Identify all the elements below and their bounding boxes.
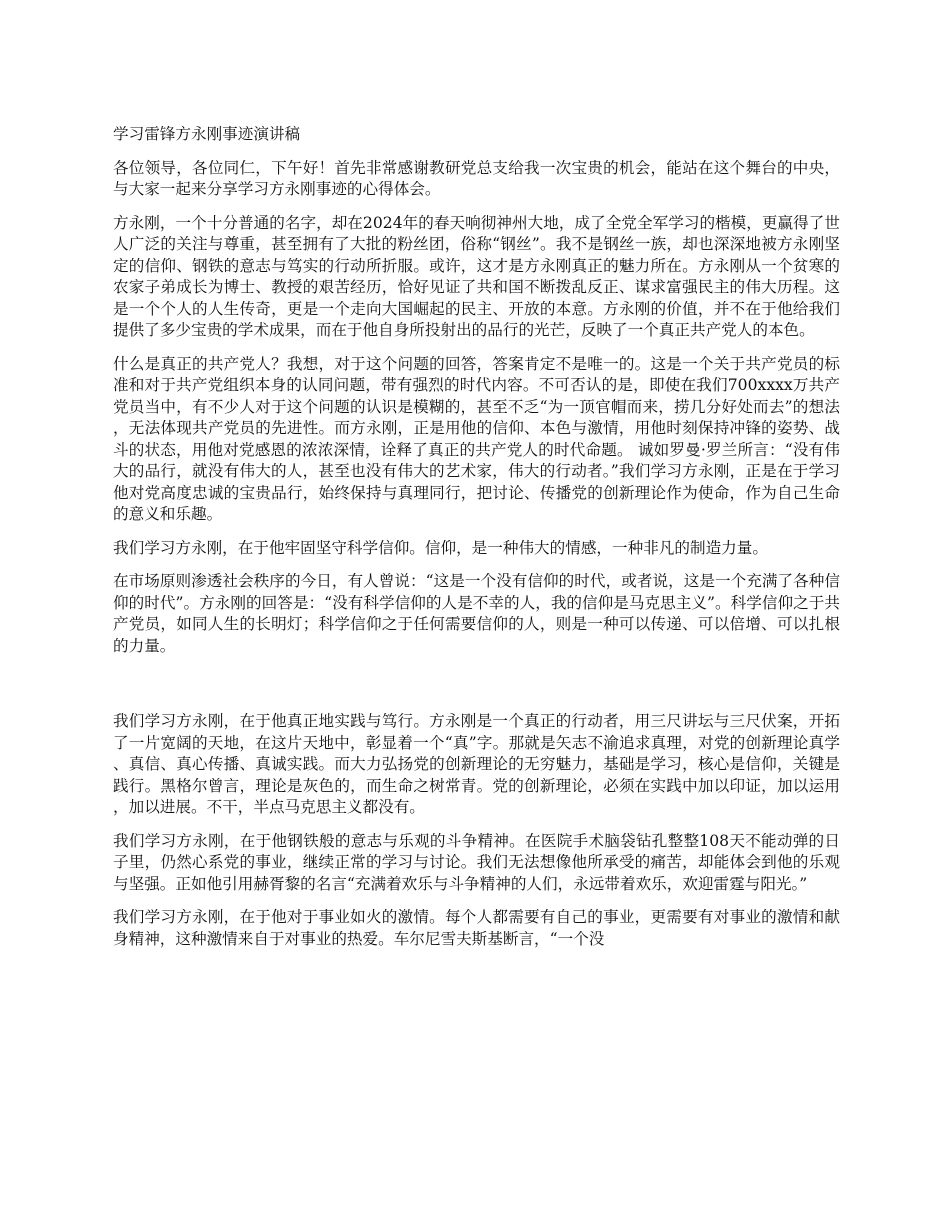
document-title: 学习雷锋方永刚事迹演讲稿 — [113, 125, 301, 143]
paragraph-iron-will: 我们学习方永刚，在于他钢铁般的意志与乐观的斗争精神。在医院手术脑袋钻孔整整108天不能动弹的日子里，仍然心系党的事业，继续正常的学习与讨论。我们无法想像他所承受的痛苦，却能体会到他的乐观与坚强。正如他引用赫胥黎的名言“充满着欢乐与斗争精神的人们，永远带着欢乐，欢迎雷霆与阳光。” — [113, 831, 840, 893]
paragraph-market-era: 在市场原则渗透社会秩序的今日，有人曾说：“这是一个没有信仰的时代，或者说，这是一个充满了各种信仰的时代”。方永刚的回答是：“没有科学信仰的人是不幸的人，我的信仰是马克思主义”。科学信仰之于共产党员，如同人生的长明灯；科学信仰之于任何需要信仰的人，则是一种可以传递、可以倍增、可以扎根的力量。 — [113, 572, 840, 655]
paragraph-introduction: 方永刚，一个十分普通的名字，却在2024年的春天响彻神州大地，成了全党全军学习的楷模，更赢得了世人广泛的关注与尊重，甚至拥有了大批的粉丝团，俗称“钢丝”。我不是钢丝一族，却也深深地被方永刚坚定的信仰、钢铁的意志与笃实的行动所折服。或许，这才是方永刚真正的魅力所在。方永刚从一个贫寒的农家子弟成长为博士、教授的艰苦经历，恰好见证了共和国不断拨乱反正、谋求富强民主的伟大历程。这是一个个人的人生传奇，更是一个走向大国崛起的民主、开放的本意。方永刚的价值，并不在于他给我们提供了多少宝贵的学术成果，而在于他自身所投射出的品行的光芒，反映了一个真正共产党人的本色。 — [113, 213, 840, 339]
paragraph-true-communist: 什么是真正的共产党人？我想，对于这个问题的回答，答案肯定不是唯一的。这是一个关于共产党员的标准和对于共产党组织本身的认同问题，带有强烈的时代内容。不可否认的是，即使在我们700xxxx万共产党员当中，有不少人对于这个问题的认识是模糊的，甚至不乏“为一顶官帽而来，捞几分好处而去”的想法，无法体现共产党员的先进性。而方永刚，正是用他的信仰、本色与激情，用他时刻保持冲锋的姿势、战斗的状态，用他对党感恩的浓浓深情，诠释了真正的共产党人的时代命题。 诚如罗曼·罗兰所言：“没有伟大的品行，就没有伟大的人，甚至也没有伟大的艺术家，伟大的行动者。”我们学习方永刚，正是在于学习他对党高度忠诚的宝贵品行，始终保持与真理同行，把讨论、传播党的创新理论作为使命，作为自己生命的意义和乐趣。 — [113, 354, 840, 523]
paragraph-practice: 我们学习方永刚，在于他真正地实践与笃行。方永刚是一个真正的行动者，用三尺讲坛与三尺伏案，开拓了一片宽阔的天地，在这片天地中，彰显着一个“真”字。那就是矢志不渝追求真理，对党的创新理论真学、真信、真心传播、真诚实践。而大力弘扬党的创新理论的无穷魅力，基础是学习，核心是信仰，关键是践行。黑格尔曾言，理论是灰色的，而生命之树常青。党的创新理论，必须在实践中加以印证，加以运用，加以进展。不干，半点马克思主义都没有。 — [113, 712, 840, 816]
paragraph-passion: 我们学习方永刚，在于他对于事业如火的激情。每个人都需要有自己的事业，更需要有对事业的激情和献身精神，这种激情来自于对事业的热爱。车尔尼雪夫斯基断言，“一个没 — [113, 908, 840, 948]
paragraph-scientific-belief: 我们学习方永刚，在于他牢固坚守科学信仰。信仰，是一种伟大的情感，一种非凡的制造力量。 — [113, 538, 768, 557]
paragraph-greeting: 各位领导，各位同仁，下午好！首先非常感谢教研党总支给我一次宝贵的机会，能站在这个舞台的中央，与大家一起来分享学习方永刚事迹的心得体会。 — [113, 158, 840, 198]
document-page — [113, 124, 840, 962]
